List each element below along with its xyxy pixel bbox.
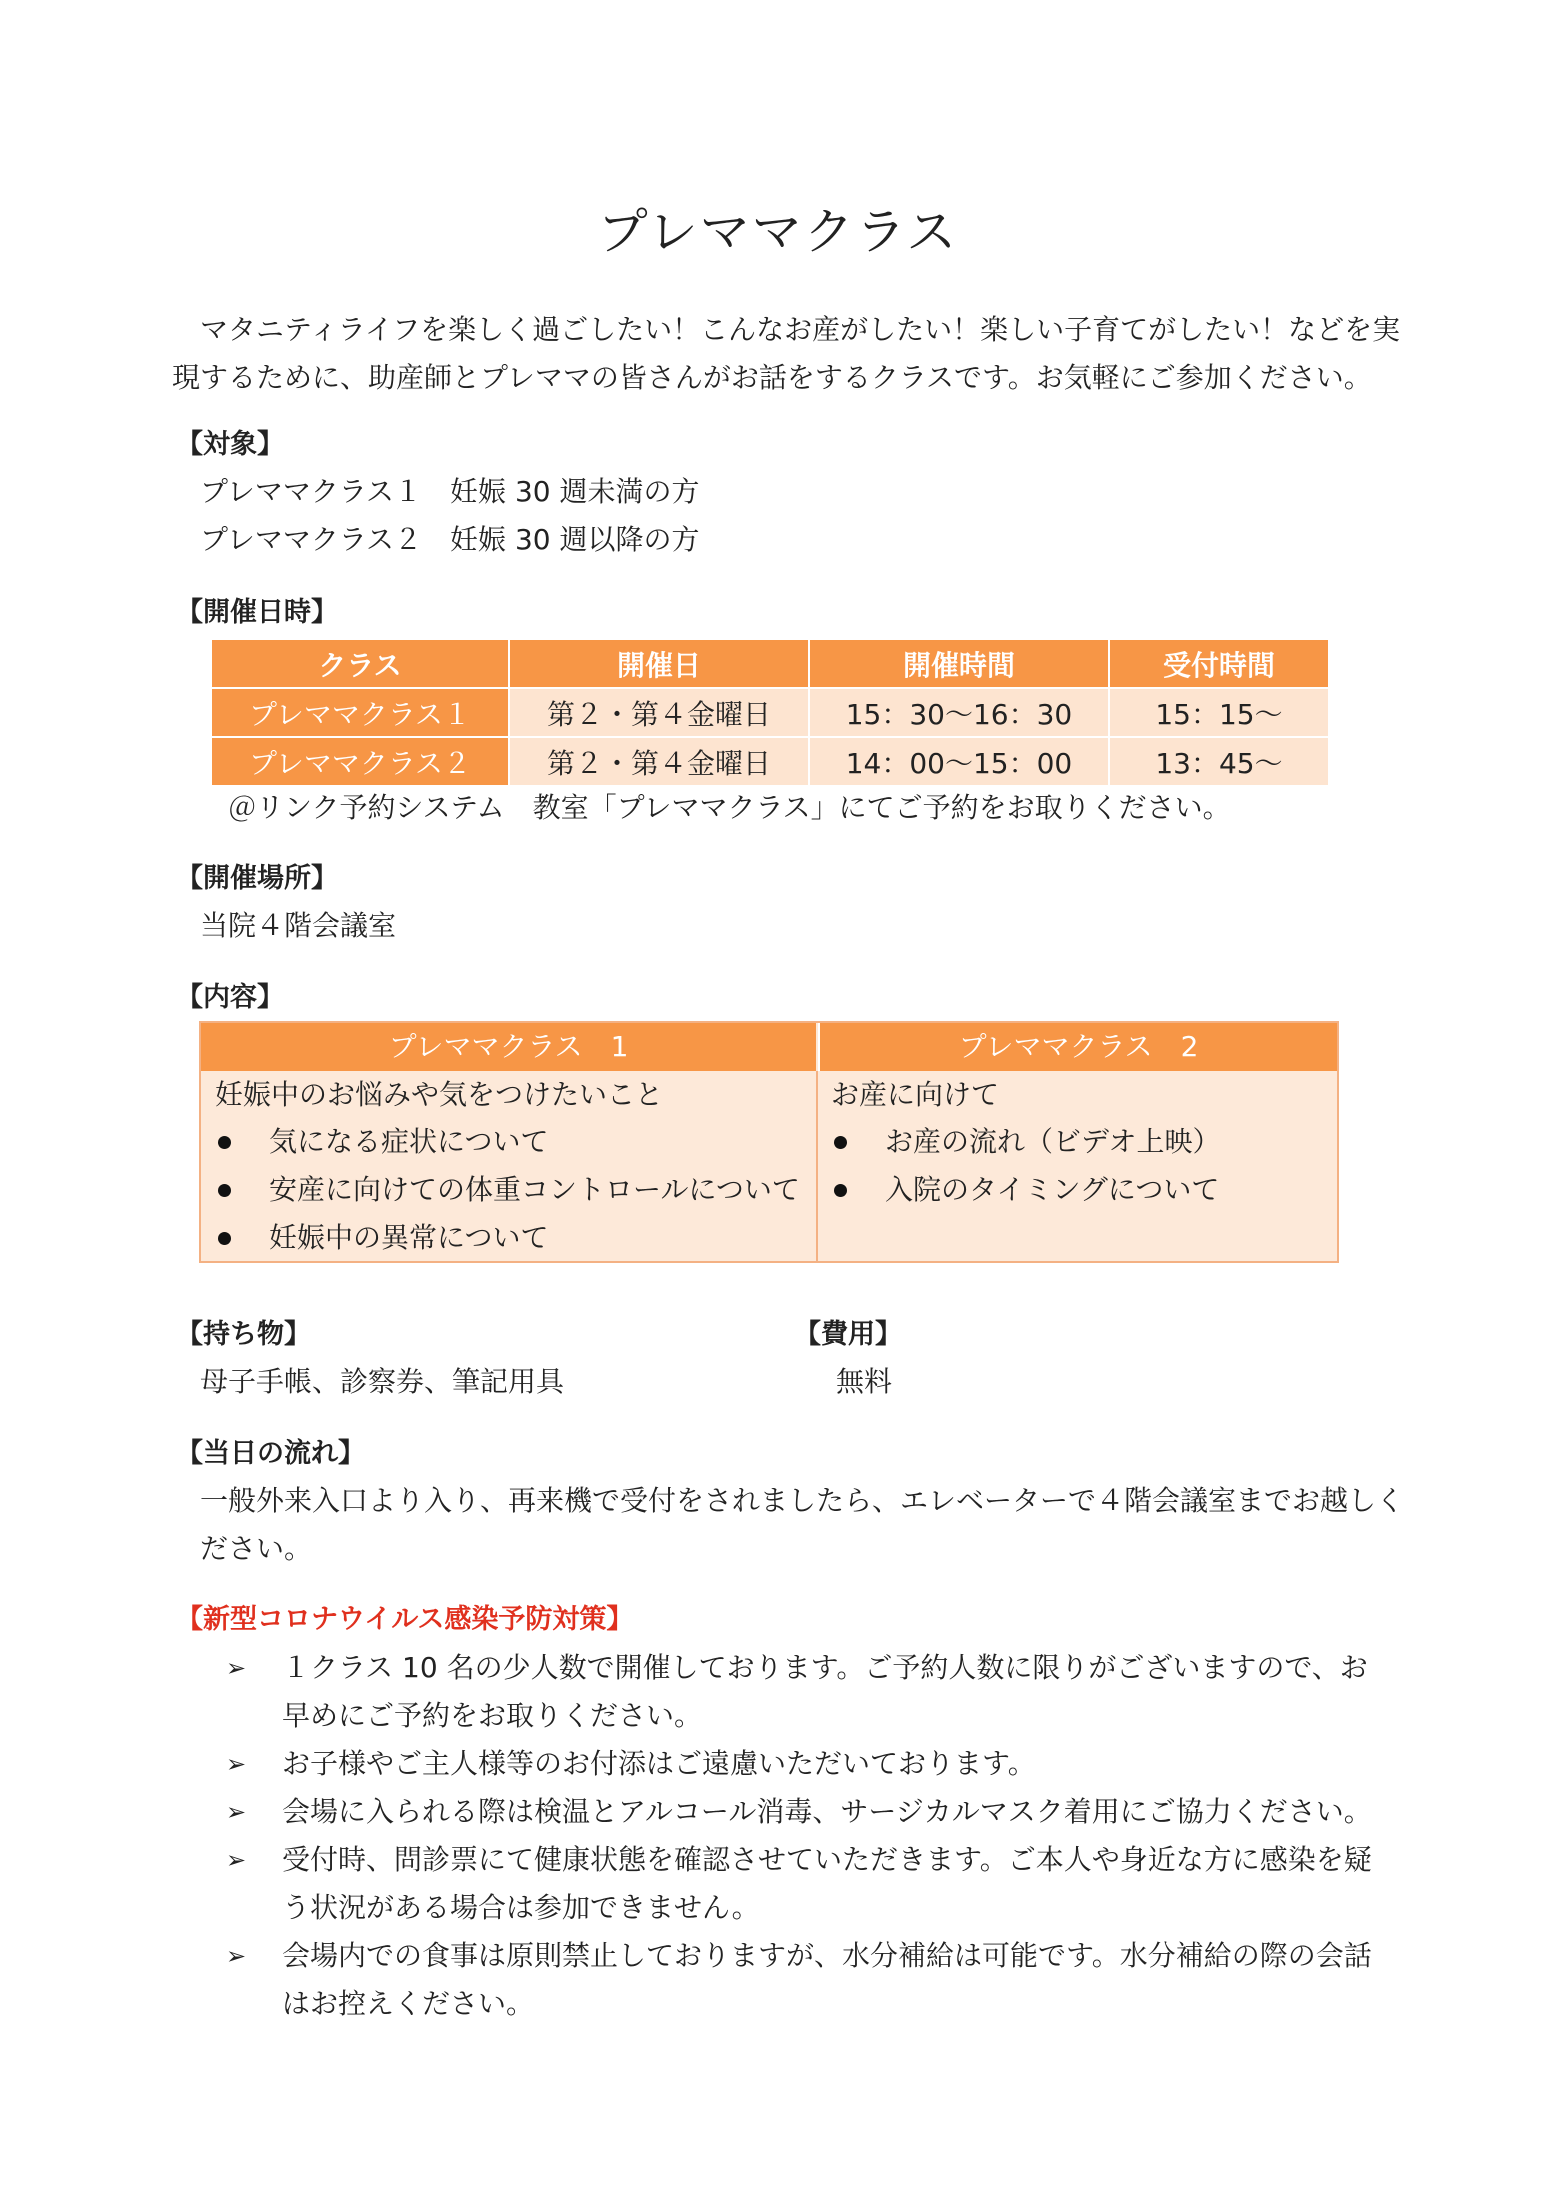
flow-line-1: 一般外来入口より入り、再来機で受付をされましたら、エレベーターで４階会議室までお越しく — [200, 1484, 1405, 1517]
schedule-heading: 【開催日時】 — [176, 597, 338, 628]
schedule-col-reception: 受付時間 — [1109, 639, 1329, 688]
target-line-1: プレママクラス１ 妊娠 30 週未満の方 — [200, 475, 700, 508]
target-line-2: プレママクラス２ 妊娠 30 週以降の方 — [200, 523, 700, 556]
flow-heading: 【当日の流れ】 — [176, 1438, 365, 1469]
bullet-icon — [218, 1136, 231, 1149]
list-item: 受付時、問診票にて健康状態を確認させていただきます。ご本人や身近な方に感染を疑う状況がある場合は参加できません。 — [282, 1843, 1372, 1924]
place-heading: 【開催場所】 — [176, 863, 338, 894]
contents-class1-lead: 妊娠中のお悩みや気をつけたいこと — [215, 1078, 664, 1111]
page-title: プレママクラス — [597, 203, 959, 261]
schedule-cell-date: 第２・第４金曜日 — [509, 688, 809, 737]
target-heading: 【対象】 — [176, 429, 284, 460]
schedule-table — [210, 638, 1330, 787]
list-item: 気になる症状について — [269, 1125, 549, 1158]
arrow-bullet-icon: ➢ — [226, 1750, 247, 1778]
schedule-cell-class: プレママクラス１ — [211, 688, 509, 737]
belongings-text: 母子手帳、診察券、筆記用具 — [200, 1365, 565, 1398]
list-item: お子様やご主人様等のお付添はご遠慮いただいております。 — [282, 1747, 1036, 1780]
bullet-icon — [218, 1184, 231, 1197]
place-text: 当院４階会議室 — [200, 909, 397, 942]
schedule-col-date: 開催日 — [509, 639, 809, 688]
list-item: お産の流れ（ビデオ上映） — [885, 1125, 1221, 1158]
arrow-bullet-icon: ➢ — [226, 1846, 247, 1874]
table-row — [211, 737, 1329, 786]
cost-heading: 【費用】 — [794, 1319, 902, 1350]
cost-text: 無料 — [836, 1365, 893, 1398]
list-item: 妊娠中の異常について — [269, 1221, 549, 1254]
schedule-header-row — [211, 639, 1329, 688]
intro-paragraph: マタニティライフを楽しく過ごしたい！こんなお産がしたい！楽しい子育てがしたい！などを実現するために、助産師とプレママの皆さんがお話をするクラスです。お気軽にご参加ください。 — [172, 313, 1401, 394]
list-item: 会場に入られる際は検温とアルコール消毒、サージカルマスク着用にご協力ください。 — [282, 1795, 1372, 1828]
list-item: 会場内での食事は原則禁止しておりますが、水分補給は可能です。水分補給の際の会話はお控えください。 — [282, 1939, 1372, 2020]
schedule-cell-class: プレママクラス２ — [211, 737, 509, 786]
schedule-cell-reception: 15：15～ — [1109, 688, 1329, 737]
schedule-col-class: クラス — [211, 639, 509, 688]
contents-class2-title: プレママクラス 2 — [818, 1023, 1337, 1071]
contents-class2-lead: お産に向けて — [831, 1078, 1000, 1111]
schedule-col-time: 開催時間 — [809, 639, 1109, 688]
flow-line-2: ださい。 — [200, 1532, 313, 1565]
table-row — [211, 688, 1329, 737]
bullet-icon — [218, 1232, 231, 1245]
list-item: 入院のタイミングについて — [885, 1173, 1220, 1206]
schedule-cell-time: 15：30～16：30 — [809, 688, 1109, 737]
contents-divider — [816, 1071, 818, 1261]
schedule-cell-reception: 13：45～ — [1109, 737, 1329, 786]
contents-heading: 【内容】 — [176, 982, 284, 1013]
arrow-bullet-icon: ➢ — [226, 1942, 247, 1970]
bullet-icon — [834, 1184, 847, 1197]
schedule-note: ＠リンク予約システム 教室「プレママクラス」にてご予約をお取りください。 — [228, 791, 1231, 824]
belongings-heading: 【持ち物】 — [176, 1319, 311, 1350]
list-item: １クラス 10 名の少人数で開催しております。ご予約人数に限りがございますので、お早めにご予約をお取りください。 — [282, 1651, 1368, 1732]
arrow-bullet-icon: ➢ — [226, 1798, 247, 1826]
contents-table — [199, 1021, 1339, 1263]
schedule-cell-time: 14：00～15：00 — [809, 737, 1109, 786]
schedule-cell-date: 第２・第４金曜日 — [509, 737, 809, 786]
arrow-bullet-icon: ➢ — [226, 1654, 247, 1682]
contents-class1-title: プレママクラス 1 — [201, 1023, 816, 1071]
covid-heading: 【新型コロナウイルス感染予防対策】 — [176, 1604, 634, 1635]
list-item: 安産に向けての体重コントロールについて — [269, 1173, 800, 1206]
bullet-icon — [834, 1136, 847, 1149]
